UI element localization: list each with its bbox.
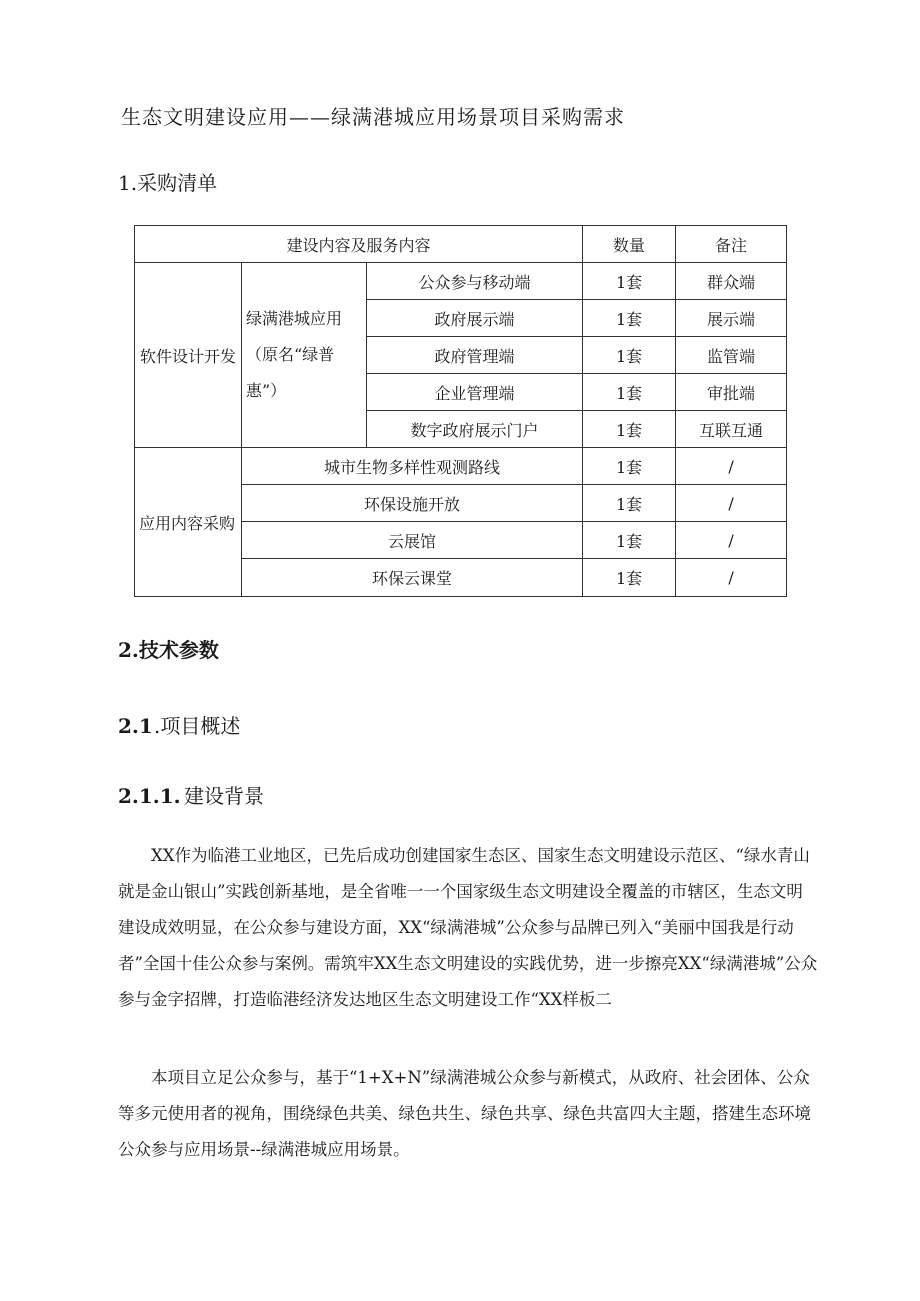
qty-cell: 1套	[583, 522, 676, 559]
section-2-text: 技术参数	[138, 638, 219, 662]
item-cell: 公众参与移动端	[367, 263, 583, 300]
item-cell: 环保设施开放	[242, 485, 583, 522]
section-2-1-1-heading	[118, 780, 264, 809]
remark-cell: /	[676, 559, 787, 597]
item-cell: 云展馆	[242, 522, 583, 559]
remark-cell: 群众端	[676, 263, 787, 300]
section-2-1-heading	[118, 710, 240, 739]
section-2-1-1-text: 建设背景	[184, 784, 264, 808]
qty-cell: 1套	[583, 411, 676, 448]
remark-cell: /	[676, 522, 787, 559]
background-paragraph-2: 本项目立足公众参与，基于“1+X+N”绿满港城公众参与新模式，从政府、社会团体、公众等多元使用者的视角，围绕绿色共美、绿色共生、绿色共享、绿色共富四大主题，搭建生态环境公众参与应用场景--绿满港城应用场景。	[118, 1068, 811, 1159]
item-cell: 企业管理端	[367, 374, 583, 411]
header-remark: 备注	[676, 226, 787, 263]
table-row	[135, 448, 787, 485]
item-cell: 环保云课堂	[242, 559, 583, 597]
item-cell: 数字政府展示门户	[367, 411, 583, 448]
remark-cell: 互联互通	[676, 411, 787, 448]
section-2-1-text: .项目概述	[154, 714, 241, 738]
remark-cell: /	[676, 448, 787, 485]
section-1-heading: 1.采购清单	[118, 171, 218, 195]
item-cell: 政府管理端	[367, 337, 583, 374]
remark-cell: 审批端	[676, 374, 787, 411]
qty-cell: 1套	[583, 448, 676, 485]
table-row	[135, 263, 787, 300]
section-2-number: 2.	[118, 638, 139, 662]
background-paragraph-1: XX作为临港工业地区，已先后成功创建国家生态区、国家生态文明建设示范区、“绿水青山就是金山银山”实践创新基地，是全省唯一一个国家级生态文明建设全覆盖的市辖区，生态文明建设成效明显，在公众参与建设方面，XX“绿满港城”公众参与品牌已列入“美丽中国我是行动者”全国十佳公众参与案例。需筑牢XX生态文明建设的实践优势，进一步擦亮XX“绿满港城”公众参与金字招牌，打造临港经济发达地区生态文明建设工作“XX样板二	[118, 846, 818, 1009]
remark-cell: 监管端	[676, 337, 787, 374]
qty-cell: 1套	[583, 337, 676, 374]
procurement-table	[134, 225, 787, 597]
qty-cell: 1套	[583, 559, 676, 597]
section-2-1-number: 2.1	[118, 714, 153, 738]
header-content: 建设内容及服务内容	[135, 226, 583, 263]
header-qty: 数量	[583, 226, 676, 263]
qty-cell: 1套	[583, 300, 676, 337]
item-cell: 政府展示端	[367, 300, 583, 337]
remark-cell: /	[676, 485, 787, 522]
document-title: 生态文明建设应用——绿满港城应用场景项目采购需求	[121, 105, 625, 129]
qty-cell: 1套	[583, 485, 676, 522]
section-2-heading	[118, 634, 219, 663]
section-2-1-1-number: 2.1.1.	[118, 784, 181, 808]
item-cell: 城市生物多样性观测路线	[242, 448, 583, 485]
category-software: 软件设计开发	[135, 263, 242, 448]
table-header-row	[135, 226, 787, 263]
qty-cell: 1套	[583, 263, 676, 300]
subcategory-app: 绿满港城应用（原名“绿普惠”）	[242, 263, 367, 448]
remark-cell: 展示端	[676, 300, 787, 337]
category-content: 应用内容采购	[135, 448, 242, 597]
qty-cell: 1套	[583, 374, 676, 411]
